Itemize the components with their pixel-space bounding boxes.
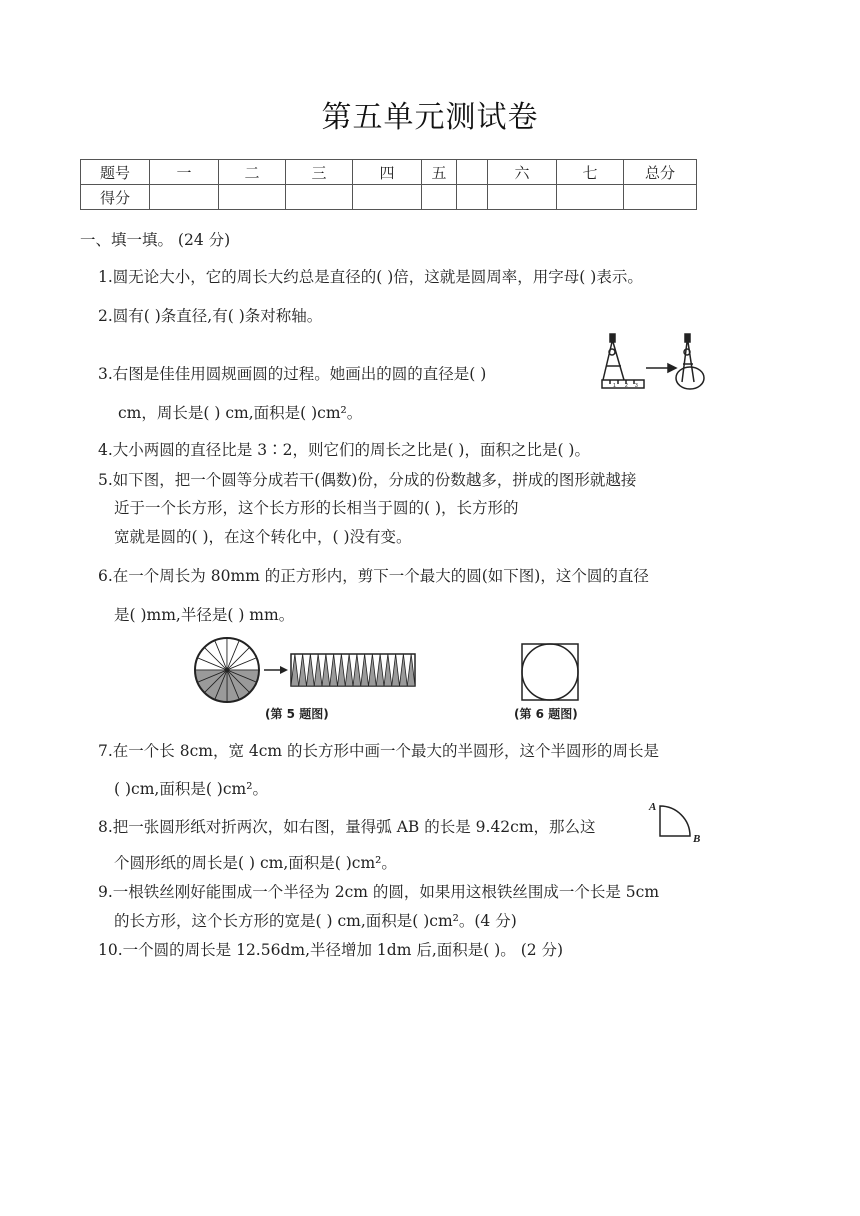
score-input-cell[interactable]	[557, 185, 624, 210]
score-input-cell[interactable]	[422, 185, 457, 210]
score-input-cell[interactable]	[457, 185, 488, 210]
question-9-line-2: 的长方形，这个长方形的宽是( ) cm,面积是( )cm²。(4 分)	[114, 912, 517, 930]
table-cell: 七	[557, 160, 624, 185]
circle-to-rectangle-figure	[190, 636, 430, 704]
question-7-line-1: 7.在一个长 8cm，宽 4cm 的长方形中画一个最大的半圆形，这个半圆形的周长是	[98, 742, 660, 760]
question-3-line-2: cm，周长是( ) cm,面积是( )cm²。	[118, 404, 363, 422]
table-cell: 一	[150, 160, 219, 185]
score-table	[80, 159, 697, 210]
table-cell: 二	[219, 160, 286, 185]
table-cell	[457, 160, 488, 185]
figure-5-caption: (第 5 题图)	[265, 707, 329, 721]
score-input-cell[interactable]	[488, 185, 557, 210]
page-title: 第五单元测试卷	[321, 100, 539, 135]
ruler-tick-label: 1	[613, 383, 616, 389]
table-cell: 五	[422, 160, 457, 185]
figure-6-caption: (第 6 题图)	[514, 707, 578, 721]
question-4: 4.大小两圆的直径比是 3∶2，则它们的周长之比是( )，面积之比是( )。	[98, 441, 590, 459]
question-7-line-2: ( )cm,面积是( )cm²。	[114, 780, 268, 798]
question-5-line-2: 近于一个长方形，这个长方形的长相当于圆的( )，长方形的	[114, 499, 519, 517]
score-input-cell[interactable]	[353, 185, 422, 210]
quarter-circle-figure	[646, 796, 710, 846]
question-3-line-1: 3.右图是佳佳用圆规画圆的过程。她画出的圆的直径是( )	[98, 365, 487, 383]
score-input-cell[interactable]	[219, 185, 286, 210]
score-table-header-row	[81, 160, 697, 185]
question-6-line-2: 是( )mm,半径是( ) mm。	[114, 606, 295, 624]
question-10: 10.一个圆的周长是 12.56dm,半径增加 1dm 后,面积是( )。 (2 分)	[98, 941, 564, 959]
section-heading: 一、填一填。 (24 分)	[80, 231, 231, 249]
point-label-a: A	[649, 801, 657, 813]
table-cell: 得分	[81, 185, 150, 210]
question-1: 1.圆无论大小，它的周长大约总是直径的( )倍，这就是圆周率，用字母( )表示。	[98, 268, 643, 286]
circle-in-square-figure	[520, 642, 580, 702]
table-cell: 六	[488, 160, 557, 185]
question-5-line-3: 宽就是圆的( )，在这个转化中，( )没有变。	[114, 528, 412, 546]
question-5-line-1: 5.如下图，把一个圆等分成若干(偶数)份，分成的份数越多，拼成的图形就越接	[98, 471, 637, 489]
table-cell: 题号	[81, 160, 150, 185]
question-8-line-1: 8.把一张圆形纸对折两次，如右图，量得弧 AB 的长是 9.42cm，那么这	[98, 818, 596, 836]
compass-drawing-figure	[590, 330, 720, 400]
table-cell: 三	[286, 160, 353, 185]
question-9-line-1: 9.一根铁丝刚好能围成一个半径为 2cm 的圆，如果用这根铁丝围成一个长是 5cm	[98, 883, 660, 901]
score-table-score-row	[81, 185, 697, 210]
question-2: 2.圆有( )条直径,有( )条对称轴。	[98, 307, 323, 325]
ruler-tick-label: 3	[635, 383, 638, 389]
point-label-b: B	[693, 833, 701, 845]
table-cell: 总分	[624, 160, 697, 185]
ruler-tick-label: 2	[625, 383, 628, 389]
question-6-line-1: 6.在一个周长为 80mm 的正方形内，剪下一个最大的圆(如下图)，这个圆的直径	[98, 567, 649, 585]
score-input-cell[interactable]	[150, 185, 219, 210]
table-cell: 四	[353, 160, 422, 185]
score-input-cell[interactable]	[624, 185, 697, 210]
score-input-cell[interactable]	[286, 185, 353, 210]
question-8-line-2: 个圆形纸的周长是( ) cm,面积是( )cm²。	[114, 854, 397, 872]
